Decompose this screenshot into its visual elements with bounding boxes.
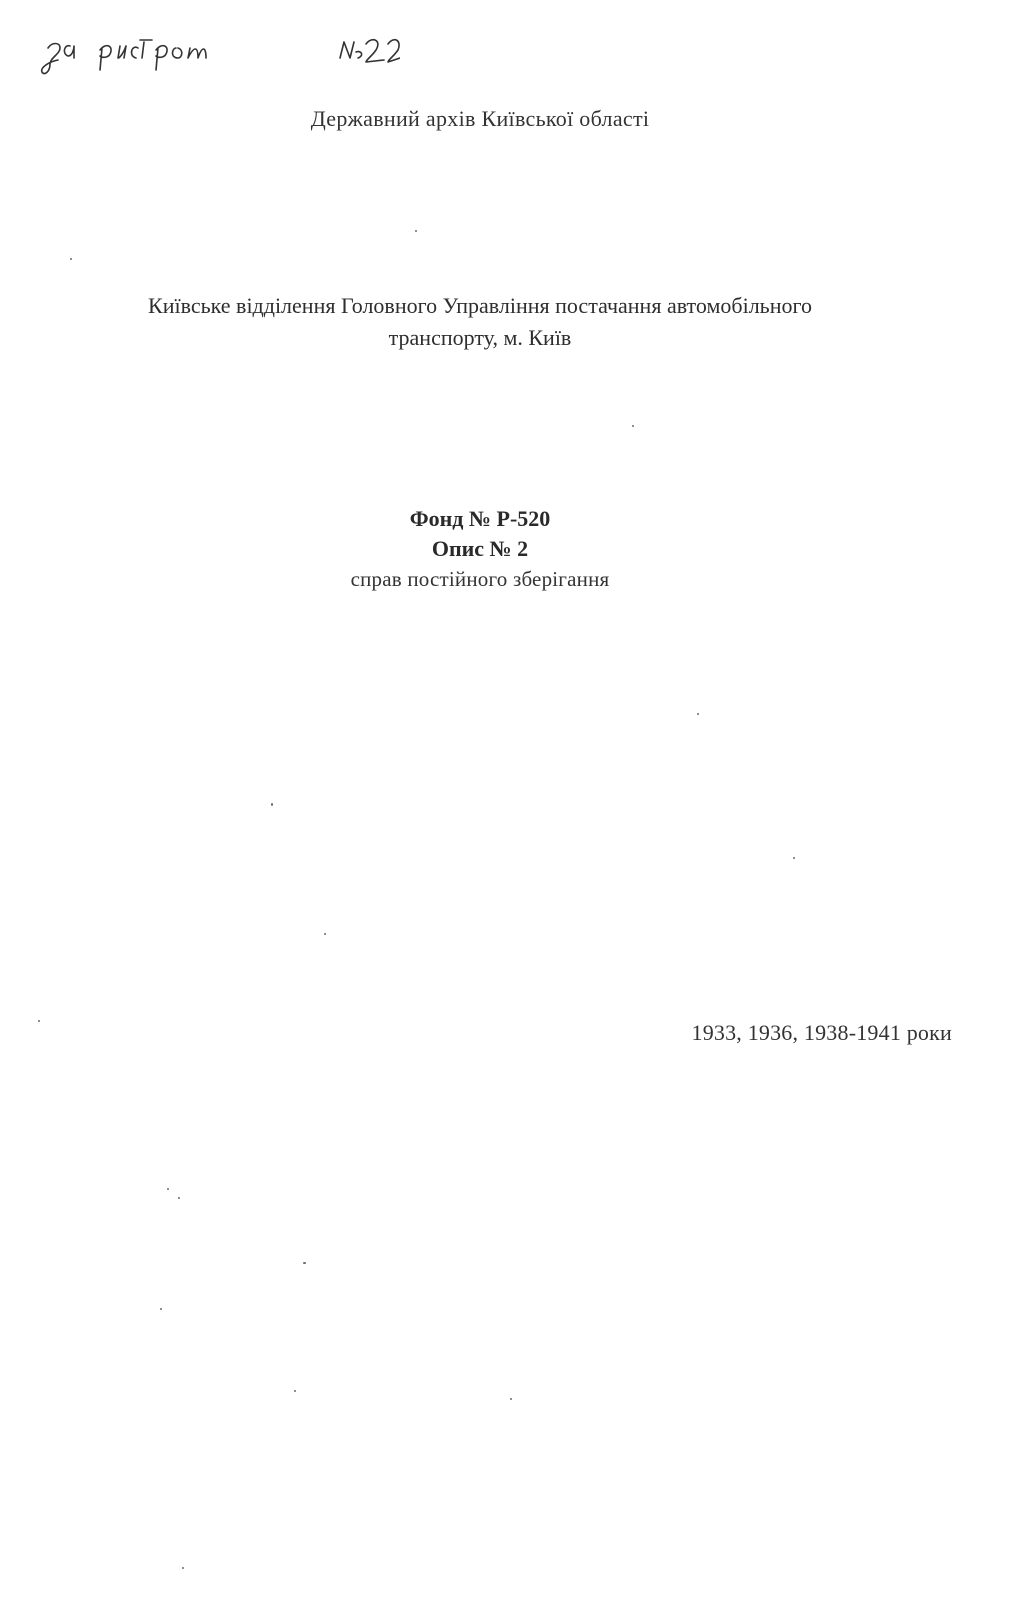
fond-block: [0, 504, 960, 594]
institution-name: [60, 290, 900, 354]
institution-line-1: Київське відділення Головного Управління постачання автомобільного: [148, 293, 812, 318]
scan-speck: [178, 1197, 180, 1199]
fond-number: Фонд № Р-520: [409, 506, 551, 531]
scan-speck: [160, 1308, 162, 1310]
scan-speck: [294, 1390, 296, 1392]
scan-speck: [182, 1567, 184, 1569]
handwritten-note-drawing: [40, 18, 400, 78]
handwritten-note: [40, 18, 400, 78]
scan-speck: [510, 1398, 512, 1400]
scan-speck: [271, 803, 273, 806]
scan-speck: [632, 425, 634, 427]
inventory-number: Опис № 2: [431, 536, 529, 561]
scan-speck: [38, 1020, 40, 1022]
storage-type: справ постійного зберігання: [350, 567, 610, 591]
scan-speck: [697, 713, 699, 715]
scan-speck: [167, 1188, 169, 1190]
scan-speck: [303, 1262, 306, 1264]
scan-speck: [70, 258, 72, 260]
scan-speck: [793, 857, 795, 859]
scan-speck: [415, 230, 417, 232]
institution-line-2: транспорту, м. Київ: [388, 325, 572, 350]
date-range: 1933, 1936, 1938-1941 роки: [691, 1020, 952, 1045]
archive-name: Державний архів Київської області: [310, 106, 650, 131]
scan-speck: [324, 933, 326, 935]
